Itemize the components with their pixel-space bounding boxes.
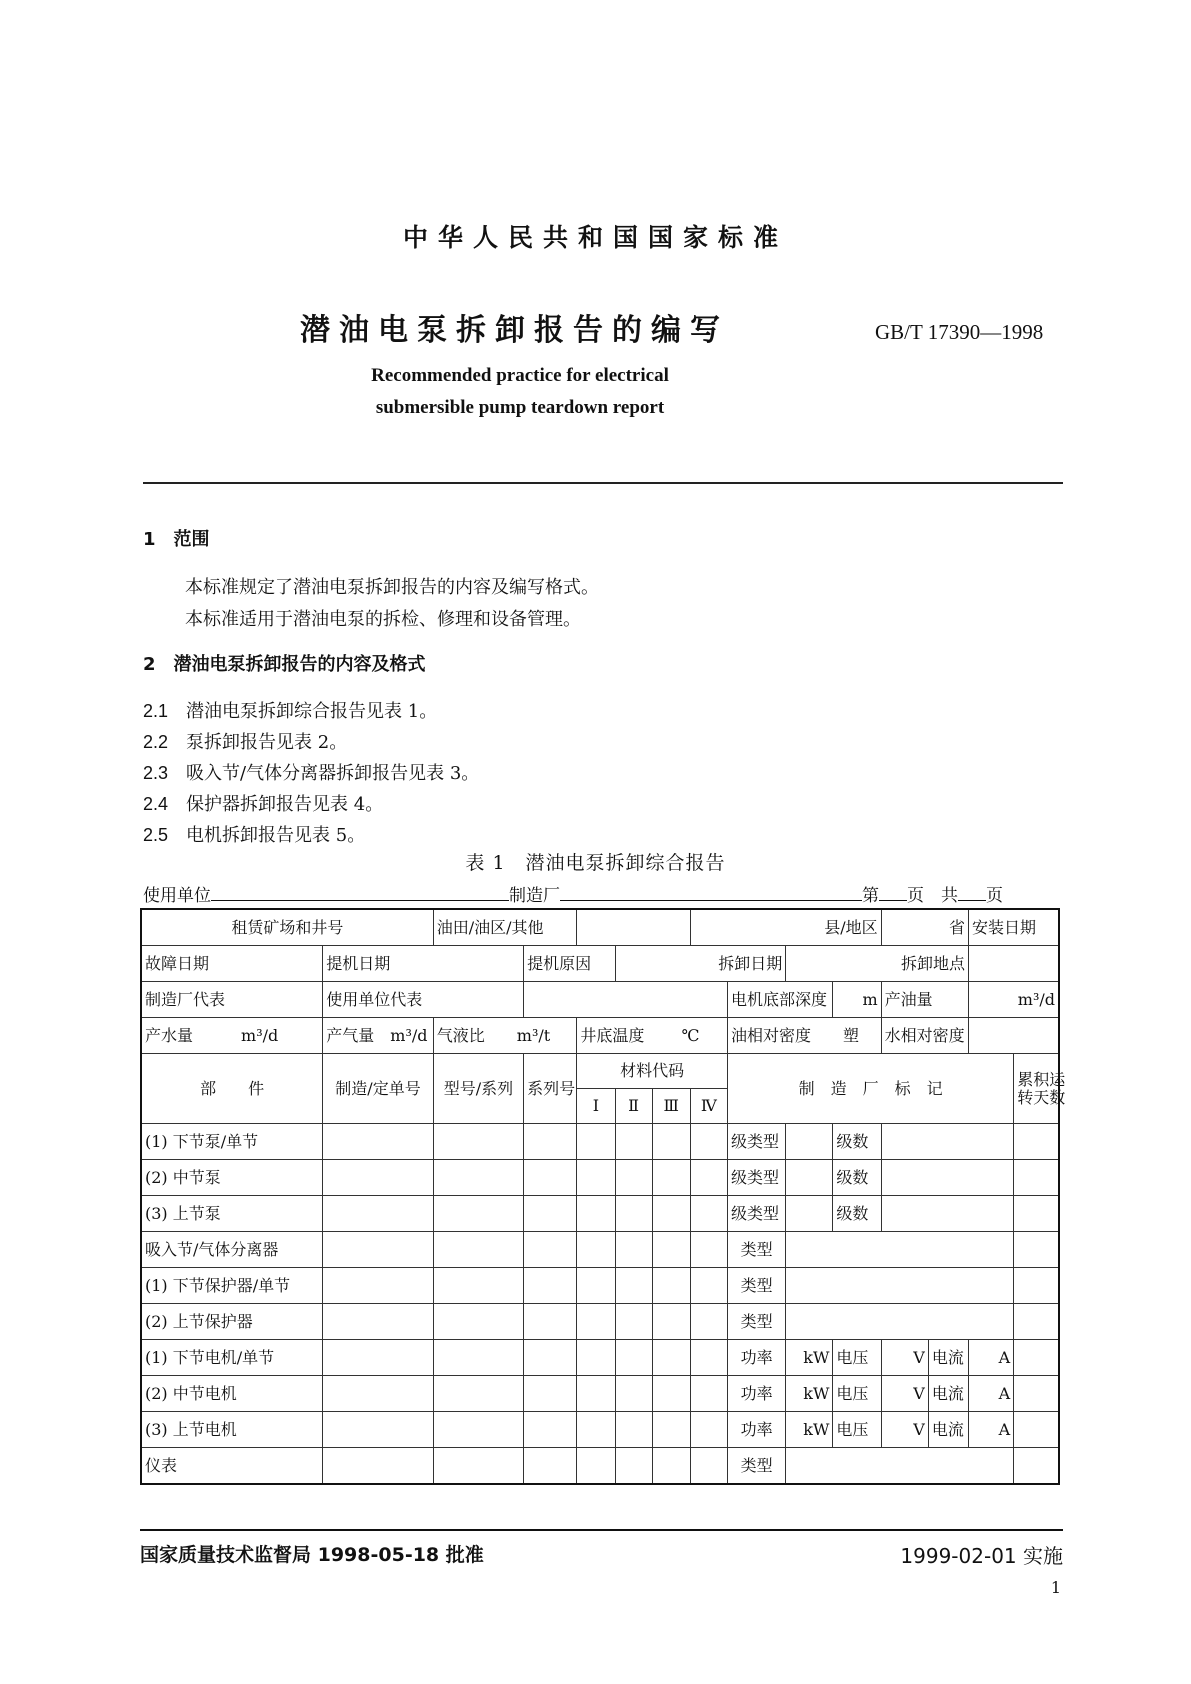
serial-cell[interactable] [524,1196,577,1232]
page-no-blank[interactable] [879,882,907,901]
table-row [141,909,1059,946]
stage-count-value[interactable] [881,1196,1014,1232]
list-item [143,697,437,723]
fault-date-label: 故障日期 [141,946,323,982]
teardown-site-value[interactable] [969,946,1060,982]
model-cell[interactable] [433,1232,523,1268]
material-cell[interactable] [577,1376,615,1412]
document-title-en-line1: Recommended practice for electrical [371,365,669,386]
type-value[interactable] [786,1448,1014,1485]
run-days-cell[interactable] [1014,1304,1059,1340]
material-cell[interactable] [577,1124,615,1160]
gas-production-text: 产气量 [326,1025,375,1045]
oil-production-label: 产油量 [881,982,968,1018]
part-name: (2) 上节保护器 [141,1304,323,1340]
page-label: 页 [907,886,924,906]
serial-cell[interactable] [524,1232,577,1268]
item-number: 2.5 [143,825,169,845]
gor-text: 气液比 [436,1025,485,1045]
voltage-label: 电压 [833,1412,881,1448]
stage-type-value[interactable] [786,1196,833,1232]
part-name: 吸入节/气体分离器 [141,1232,323,1268]
section-1-heading: 1 范围 [143,529,210,550]
material-cell[interactable] [577,1304,615,1340]
material-cell[interactable] [615,1448,652,1485]
maker-rep-label: 制造厂代表 [141,982,323,1018]
order-cell[interactable] [323,1232,433,1268]
order-cell[interactable] [323,1412,433,1448]
part-name: (1) 下节保护器/单节 [141,1268,323,1304]
serial-cell[interactable] [524,1340,577,1376]
teardown-site-label: 拆卸地点 [786,946,969,982]
material-cell[interactable] [615,1160,652,1196]
gas-production-unit: m³/d [390,1025,428,1045]
model-cell[interactable] [433,1268,523,1304]
table-row [141,1018,1059,1054]
stage-count-value[interactable] [881,1160,1014,1196]
col-part-header: 部 件 [141,1054,323,1124]
type-value[interactable] [786,1232,1014,1268]
stage-type-value[interactable] [786,1160,833,1196]
material-cell[interactable] [615,1376,652,1412]
run-days-line2: 转天数 [1017,1087,1066,1107]
teardown-report-table [140,908,1066,1485]
approval-statement: 国家质量技术监督局 1998-05-18 批准 [140,1544,484,1566]
order-cell[interactable] [323,1376,433,1412]
table-header-row [141,1054,1059,1089]
type-value[interactable] [786,1268,1014,1304]
material-code-2: Ⅱ [615,1089,652,1124]
maker-blank[interactable] [560,882,862,901]
province-label: 省 [881,909,968,946]
field-label: 油田/油区/其他 [433,909,577,946]
part-name: (2) 中节电机 [141,1376,323,1412]
model-cell[interactable] [433,1376,523,1412]
part-name: (1) 下节电机/单节 [141,1340,323,1376]
header-divider [143,482,1063,484]
material-cell[interactable] [615,1232,652,1268]
order-cell[interactable] [323,1304,433,1340]
county-label: 县/地区 [690,909,881,946]
serial-cell[interactable] [524,1412,577,1448]
order-cell[interactable] [323,1340,433,1376]
voltage-unit: V [881,1340,928,1376]
teardown-date-label: 拆卸日期 [615,946,786,982]
item-text: 电机拆卸报告见表 5。 [186,825,366,846]
col-model-header: 型号/系列 [433,1054,523,1124]
material-cell[interactable] [690,1268,727,1304]
col-maker-mark-header: 制 造 厂 标 记 [727,1054,1013,1124]
material-cell[interactable] [615,1412,652,1448]
oil-density-label [727,1018,881,1054]
type-label: 类型 [727,1268,785,1304]
material-cell[interactable] [615,1268,652,1304]
gor-unit: m³/t [516,1025,551,1045]
water-production-label [141,1018,323,1054]
type-value[interactable] [786,1304,1014,1340]
list-item [143,790,383,816]
power-label: 功率 [727,1412,785,1448]
power-label: 功率 [727,1340,785,1376]
material-cell[interactable] [652,1340,690,1376]
material-cell[interactable] [615,1340,652,1376]
material-cell[interactable] [577,1268,615,1304]
run-days-cell[interactable] [1014,1196,1059,1232]
user-unit-blank[interactable] [211,882,509,901]
order-cell[interactable] [323,1160,433,1196]
power-label: 功率 [727,1376,785,1412]
run-days-line1: 累积运 [1017,1069,1066,1089]
material-cell[interactable] [577,1412,615,1448]
footer-divider [140,1529,1063,1531]
table-row [141,1304,1059,1340]
item-text: 潜油电泵拆卸综合报告见表 1。 [186,701,438,722]
total-pages-blank[interactable] [958,882,986,901]
power-unit: kW [786,1340,833,1376]
col-material-header: 材料代码 [577,1054,728,1089]
material-cell[interactable] [615,1196,652,1232]
run-days-cell[interactable] [1014,1232,1059,1268]
bht-text: 井底温度 [580,1025,645,1045]
item-text: 吸入节/气体分离器拆卸报告见表 3。 [186,763,480,784]
lease-well-label: 租赁矿场和井号 [141,909,433,946]
pull-reason-label: 提机原因 [524,946,615,982]
material-cell[interactable] [652,1376,690,1412]
item-number: 2.1 [143,701,169,721]
table-row [141,946,1059,982]
stage-count-label: 级数 [833,1124,881,1160]
current-unit: A [969,1340,1014,1376]
stage-count-value[interactable] [881,1124,1014,1160]
table-row [141,1268,1059,1304]
stage-type-label: 级类型 [727,1196,785,1232]
list-item [143,728,347,754]
stage-type-label: 级类型 [727,1160,785,1196]
item-number: 2.2 [143,732,169,752]
material-cell[interactable] [577,1196,615,1232]
serial-cell[interactable] [524,1376,577,1412]
material-cell[interactable] [690,1160,727,1196]
part-name: (3) 上节泵 [141,1196,323,1232]
material-cell[interactable] [652,1124,690,1160]
serial-cell[interactable] [524,1448,577,1485]
table-row [141,1340,1059,1376]
item-text: 泵拆卸报告见表 2。 [186,732,348,753]
national-standard-label: 中华人民共和国国家标准 [402,223,788,252]
section-2-heading: 2 潜油电泵拆卸报告的内容及格式 [143,654,426,675]
voltage-unit: V [881,1376,928,1412]
current-label: 电流 [928,1376,968,1412]
run-days-cell[interactable] [1014,1124,1059,1160]
part-name: 仪表 [141,1448,323,1485]
power-unit: kW [786,1412,833,1448]
page-number: 1 [1050,1578,1061,1597]
oil-density-text: 油相对密度 [730,1025,811,1045]
col-run-days-header [1014,1054,1066,1124]
material-cell[interactable] [690,1340,727,1376]
run-days-cell[interactable] [1014,1376,1059,1412]
voltage-label: 电压 [833,1376,881,1412]
table-row [141,982,1059,1018]
water-production-unit: m³/d [241,1025,279,1045]
model-cell[interactable] [433,1412,523,1448]
current-unit: A [969,1376,1014,1412]
part-name: (2) 中节泵 [141,1160,323,1196]
voltage-label: 电压 [833,1340,881,1376]
standard-code: GB/T 17390—1998 [875,320,1044,344]
page-no-label: 第 [862,886,879,906]
material-cell[interactable] [652,1268,690,1304]
part-name: (3) 上节电机 [141,1412,323,1448]
run-days-cell[interactable] [1014,1448,1059,1485]
page-label-2: 页 [986,886,1003,906]
total-label: 共 [941,886,958,906]
material-cell[interactable] [690,1124,727,1160]
material-cell[interactable] [652,1412,690,1448]
material-cell[interactable] [615,1304,652,1340]
water-production-text: 产水量 [145,1025,194,1045]
field-value[interactable] [577,909,690,946]
material-cell[interactable] [690,1304,727,1340]
material-code-1: Ⅰ [577,1089,615,1124]
run-days-cell[interactable] [1014,1160,1059,1196]
model-cell[interactable] [433,1304,523,1340]
serial-cell[interactable] [524,1124,577,1160]
run-days-cell[interactable] [1014,1340,1059,1376]
section-1-paragraph-2: 本标准适用于潜油电泵的拆检、修理和设备管理。 [185,609,581,630]
table-row [141,1232,1059,1268]
oil-density-unit: 塑 [843,1025,860,1045]
material-cell[interactable] [652,1448,690,1485]
document-title-en-line2: submersible pump teardown report [375,397,665,418]
part-name: (1) 下节泵/单节 [141,1124,323,1160]
current-label: 电流 [928,1340,968,1376]
material-cell[interactable] [652,1196,690,1232]
material-cell[interactable] [577,1160,615,1196]
material-code-3: Ⅲ [652,1089,690,1124]
serial-cell[interactable] [524,1160,577,1196]
table-row [141,1412,1059,1448]
order-cell[interactable] [323,1196,433,1232]
model-cell[interactable] [433,1196,523,1232]
section-1-paragraph-1: 本标准规定了潜油电泵拆卸报告的内容及编写格式。 [185,577,599,598]
run-days-cell[interactable] [1014,1412,1059,1448]
material-cell[interactable] [577,1340,615,1376]
table-row [141,1160,1059,1196]
current-unit: A [969,1412,1014,1448]
item-number: 2.4 [143,794,169,814]
type-label: 类型 [727,1448,785,1485]
table-caption: 表 1 潜油电泵拆卸综合报告 [465,852,726,874]
motor-depth-label: 电机底部深度 [727,982,832,1018]
stage-type-label: 级类型 [727,1124,785,1160]
item-number: 2.3 [143,763,169,783]
gas-production-label [323,1018,433,1054]
material-cell[interactable] [615,1124,652,1160]
serial-cell[interactable] [524,1268,577,1304]
stage-type-value[interactable] [786,1124,833,1160]
install-date-label: 安装日期 [969,909,1060,946]
material-cell[interactable] [690,1448,727,1485]
stage-count-label: 级数 [833,1196,881,1232]
material-cell[interactable] [690,1232,727,1268]
table-row [141,1124,1059,1160]
order-cell[interactable] [323,1268,433,1304]
user-unit-label: 使用单位 [143,886,211,906]
item-text: 保护器拆卸报告见表 4。 [186,794,384,815]
model-cell[interactable] [433,1160,523,1196]
stage-count-label: 级数 [833,1160,881,1196]
material-cell[interactable] [652,1304,690,1340]
material-cell[interactable] [690,1196,727,1232]
user-rep-value[interactable] [524,982,728,1018]
power-unit: kW [786,1376,833,1412]
model-cell[interactable] [433,1340,523,1376]
material-cell[interactable] [652,1160,690,1196]
list-item [143,821,365,847]
order-cell[interactable] [323,1124,433,1160]
serial-cell[interactable] [524,1304,577,1340]
table-row [141,1376,1059,1412]
material-cell[interactable] [652,1232,690,1268]
list-item [143,759,479,785]
material-cell[interactable] [577,1448,615,1485]
document-title-cn: 潜油电泵拆卸报告的编写 [300,313,729,348]
pull-date-label: 提机日期 [323,946,524,982]
user-rep-label: 使用单位代表 [323,982,524,1018]
water-density-value[interactable] [969,1018,1060,1054]
run-days-cell[interactable] [1014,1268,1059,1304]
voltage-unit: V [881,1412,928,1448]
col-order-header: 制造/定单号 [323,1054,433,1124]
table-row [141,1448,1059,1485]
current-label: 电流 [928,1412,968,1448]
type-label: 类型 [727,1304,785,1340]
maker-label: 制造厂 [509,886,560,906]
material-cell[interactable] [577,1232,615,1268]
model-cell[interactable] [433,1448,523,1485]
type-label: 类型 [727,1232,785,1268]
material-code-4: Ⅳ [690,1089,727,1124]
model-cell[interactable] [433,1124,523,1160]
bht-unit: ℃ [681,1025,700,1045]
effective-date: 1999-02-01 实施 [900,1544,1063,1568]
col-serial-header: 系列号 [524,1054,577,1124]
oil-production-unit: m³/d [969,982,1060,1018]
header-user-unit [143,881,1003,906]
bht-label [577,1018,728,1054]
water-density-label: 水相对密度 [881,1018,968,1054]
table-row [141,1196,1059,1232]
order-cell[interactable] [323,1448,433,1485]
gor-label [433,1018,577,1054]
material-cell[interactable] [690,1376,727,1412]
material-cell[interactable] [690,1412,727,1448]
motor-depth-unit: m [833,982,881,1018]
